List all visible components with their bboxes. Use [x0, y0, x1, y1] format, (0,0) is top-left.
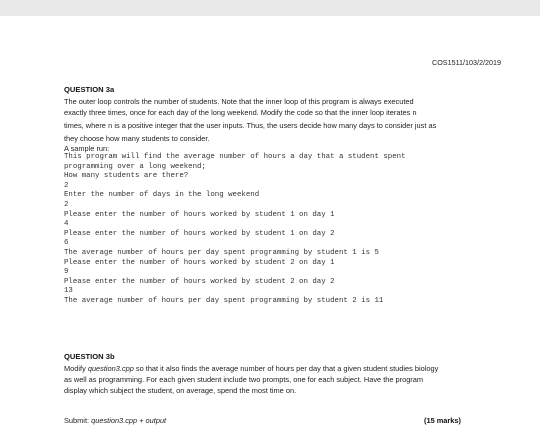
sample-run-line: Please enter the number of hours worked by student 1 on day 2	[64, 229, 335, 238]
sample-run-line: The average number of hours per day spent programming by student 2 is 11	[64, 296, 384, 305]
question-3b-line-3: display which subject the student, on average, spend the most time on.	[64, 386, 297, 395]
marks-label: (15 marks)	[424, 416, 461, 425]
question-3b-line-2: as well as programming. For each given student include two prompts, one for each subject. Have the program	[64, 375, 424, 384]
sample-run-line: programming over a long weekend;	[64, 162, 206, 171]
filename: question3.cpp	[87, 364, 134, 373]
question-3a-instructions	[64, 96, 494, 144]
question-3b-line-1	[64, 363, 494, 374]
sample-run-line: 2	[64, 181, 69, 190]
question-3a-heading: QUESTION 3a	[64, 85, 115, 94]
sample-run-line: 9	[64, 268, 69, 277]
sample-run-line: This program will find the average number of hours a day that a student spent	[64, 153, 406, 161]
sample-run-line: Please enter the number of hours worked by student 2 on day 1	[64, 258, 335, 267]
submit-label: Submit:	[64, 416, 92, 425]
submit-files: question3.cpp + output	[91, 416, 167, 425]
submit-instructions	[64, 416, 166, 425]
question-3b-heading: QUESTION 3b	[64, 352, 115, 361]
sample-run-line: Enter the number of days in the long weekend	[64, 191, 260, 200]
question-3a-line-4: they choose how many students to consider.	[64, 134, 210, 143]
sample-run-line: The average number of hours per day spent programming by student 1 is 5	[64, 248, 379, 257]
variable-n: n	[412, 110, 417, 118]
question-3a-line-2	[64, 107, 494, 120]
sample-run-line: Please enter the number of hours worked by student 2 on day 2	[64, 277, 335, 286]
question-3b-line-1-text-b: so that it also finds the average number of hours per day that a given student studies biology	[133, 364, 439, 373]
variable-n: n	[107, 123, 113, 131]
question-3a-line-1: The outer loop controls the number of students. Note that the inner loop of this program is always executed	[64, 97, 414, 106]
question-3b-line-1-text-a: Modify	[64, 364, 88, 373]
sample-run-output	[64, 153, 504, 307]
sample-run-line: Please enter the number of hours worked by student 1 on day 1	[64, 210, 335, 219]
document-page	[0, 16, 540, 432]
question-3a-line-3-text-a: times, where	[64, 121, 108, 130]
document-reference: COS1511/103/2/2019	[432, 58, 501, 67]
question-3a-line-3	[64, 120, 494, 133]
sample-run-line: 6	[64, 239, 69, 248]
question-3b-instructions	[64, 363, 494, 396]
sample-run-line: 4	[64, 220, 69, 229]
sample-run-line: How many students are there?	[64, 172, 189, 181]
sample-run-line: 2	[64, 200, 69, 209]
sample-run-label: A sample run:	[64, 144, 110, 153]
question-3a-line-3-text-b: is a positive integer that the user inputs. Thus, the users decide how many days to consider just as	[112, 121, 437, 130]
sample-run-line: 13	[64, 287, 73, 296]
question-3a-line-2-text: exactly three times, once for each day of the long weekend. Modify the code so that the inner loop iterates	[64, 108, 413, 117]
